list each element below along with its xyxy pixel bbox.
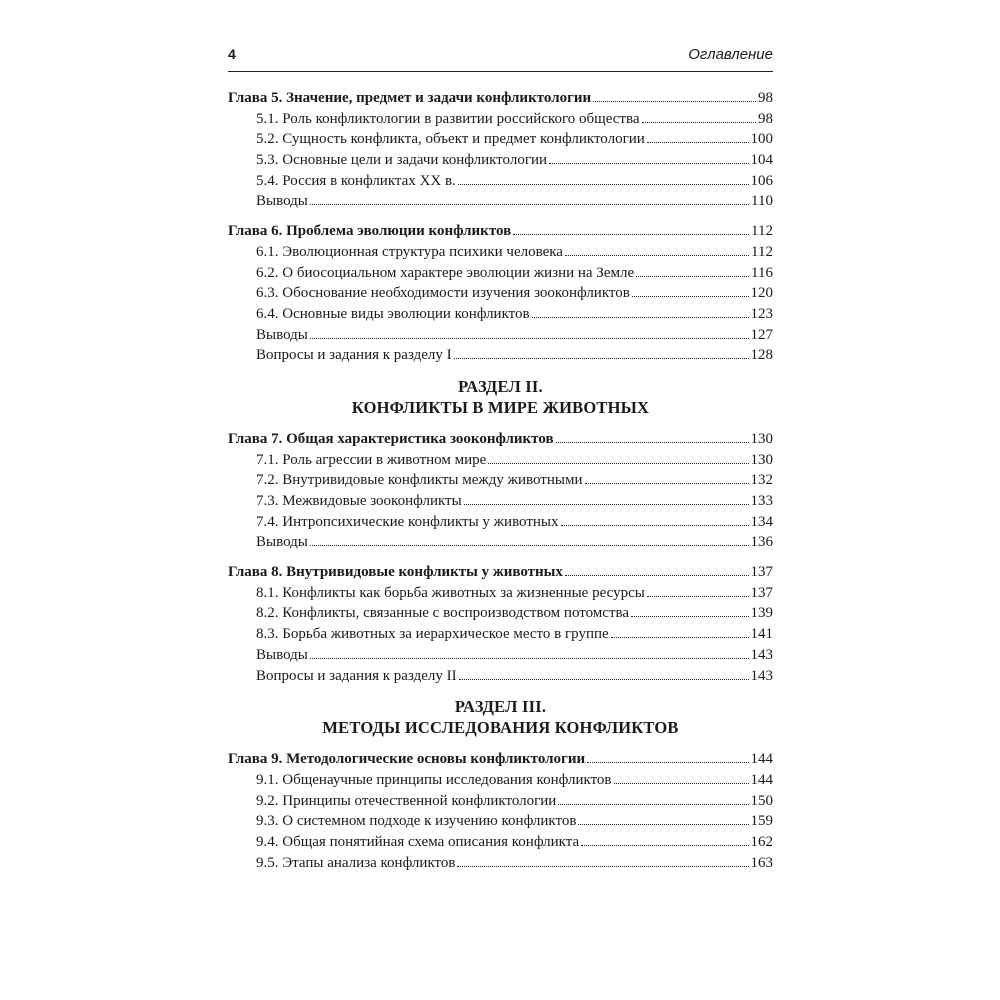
page-ref: 137 [750, 564, 773, 581]
page-ref: 144 [750, 751, 773, 768]
dot-leader [457, 866, 748, 867]
toc-item [228, 325, 773, 346]
toc-item [228, 150, 773, 171]
dot-leader [565, 255, 749, 256]
toc-chapter-8 [228, 562, 773, 583]
page-ref: 141 [750, 626, 773, 643]
page-ref: 127 [750, 326, 773, 343]
item-label: 9.4. Общая понятийная схема описания конфликта [256, 833, 580, 850]
dot-leader [565, 575, 749, 576]
toc-chapter-5 [228, 88, 773, 109]
page-ref: 106 [750, 172, 773, 189]
page-number: 4 [228, 46, 236, 62]
toc-item [228, 512, 773, 533]
dot-leader [631, 616, 748, 617]
page-ref: 112 [751, 223, 773, 240]
dot-leader [647, 596, 749, 597]
chapter-title: Глава 6. Проблема эволюции конфликтов [228, 223, 512, 240]
item-label: Выводы [256, 646, 308, 663]
page-ref: 128 [750, 347, 773, 364]
page-ref: 123 [750, 305, 773, 322]
toc-item [228, 171, 773, 192]
dot-leader [593, 101, 756, 102]
page-ref: 159 [750, 813, 773, 830]
dot-leader [310, 658, 749, 659]
page-ref: 116 [751, 264, 773, 281]
section-title: КОНФЛИКТЫ В МИРЕ ЖИВОТНЫХ [351, 397, 650, 417]
dot-leader [636, 276, 749, 277]
page-ref: 143 [750, 646, 773, 663]
chapter-title: Глава 8. Внутривидовые конфликты у животных [228, 564, 563, 581]
item-label: 7.3. Межвидовые зооконфликты [256, 493, 462, 509]
item-label: Вопросы и задания к разделу II [256, 667, 457, 684]
toc-item [228, 832, 773, 853]
toc-chapter-7 [228, 429, 773, 450]
page-ref: 98 [758, 90, 773, 106]
page-ref: 112 [751, 243, 773, 260]
toc-item [228, 191, 773, 212]
item-label: 7.4. Интропсихические конфликты у животных [256, 513, 559, 530]
toc-item [228, 450, 773, 471]
section-heading-2 [228, 366, 773, 429]
dot-leader [558, 804, 748, 805]
dot-leader [556, 442, 749, 443]
running-head [228, 46, 773, 68]
item-label: 5.4. Россия в конфликтах XX в. [256, 172, 456, 189]
toc-item [228, 532, 773, 553]
dot-leader [642, 122, 756, 123]
page-ref: 130 [750, 430, 773, 447]
dot-leader [532, 317, 749, 318]
page-ref: 144 [750, 771, 773, 788]
page-ref: 134 [750, 513, 773, 530]
item-label: 6.1. Эволюционная структура психики человека [256, 243, 563, 260]
dot-leader [585, 483, 749, 484]
page-ref: 120 [750, 285, 773, 302]
dot-leader [561, 525, 749, 526]
toc-item [228, 263, 773, 284]
item-label: 7.2. Внутривидовые конфликты между животными [256, 472, 583, 489]
item-label: 5.3. Основные цели и задачи конфликтологии [256, 152, 548, 169]
dot-leader [310, 338, 749, 339]
item-label: 9.3. О системном подходе к изучению конфликтов [256, 813, 577, 830]
dot-leader [459, 679, 749, 680]
page-ref: 100 [750, 131, 773, 148]
chapter-title: Глава 7. Общая характеристика зооконфликтов [228, 430, 554, 447]
section-number: РАЗДЕЛ III. [454, 697, 547, 717]
toc-item [228, 109, 773, 130]
page-ref: 104 [750, 152, 773, 169]
toc-item [228, 304, 773, 325]
toc-item [228, 666, 773, 687]
toc-item [228, 645, 773, 666]
toc-item [228, 811, 773, 832]
item-label: Выводы [256, 534, 308, 551]
dot-leader [632, 296, 749, 297]
page-ref: 143 [750, 667, 773, 684]
item-label: 5.2. Сущность конфликта, объект и предмет конфликтологии [256, 131, 645, 148]
toc-item [228, 491, 773, 512]
dot-leader [458, 184, 749, 185]
dot-leader [614, 783, 749, 784]
dot-leader [310, 545, 749, 546]
dot-leader [549, 163, 748, 164]
dot-leader [488, 463, 748, 464]
chapter-title: Глава 5. Значение, предмет и задачи конфликтологии [228, 90, 592, 106]
dot-leader [464, 504, 749, 505]
header-rule [228, 71, 773, 72]
toc-chapter-6 [228, 221, 773, 242]
toc-item [228, 129, 773, 150]
page-ref: 162 [750, 833, 773, 850]
dot-leader [611, 637, 749, 638]
item-label: 6.3. Обоснование необходимости изучения зооконфликтов [256, 285, 630, 302]
chapter-title: Глава 9. Методологические основы конфликтологии [228, 751, 586, 768]
section-title: МЕТОДЫ ИССЛЕДОВАНИЯ КОНФЛИКТОВ [322, 718, 679, 738]
item-label: 9.5. Этапы анализа конфликтов [256, 854, 456, 871]
dot-leader [578, 824, 748, 825]
page-ref: 150 [750, 792, 773, 809]
item-label: 8.2. Конфликты, связанные с воспроизводством потомства [256, 605, 630, 622]
item-label: 5.1. Роль конфликтологии в развитии российского общества [256, 110, 640, 127]
section-heading-3 [228, 686, 773, 749]
page-ref: 139 [750, 605, 773, 622]
spacer [228, 553, 773, 562]
dot-leader [587, 762, 748, 763]
page-ref: 110 [751, 193, 773, 210]
page-ref: 132 [750, 472, 773, 489]
dot-leader [513, 234, 749, 235]
toc-item [228, 470, 773, 491]
running-title: Оглавление [688, 46, 773, 63]
page-ref: 133 [750, 493, 773, 509]
item-label: Вопросы и задания к разделу I [256, 347, 452, 364]
toc-item [228, 791, 773, 812]
item-label: 9.1. Общенаучные принципы исследования конфликтов [256, 771, 612, 788]
toc-chapter-9 [228, 749, 773, 770]
item-label: 8.3. Борьба животных за иерархическое место в группе [256, 626, 609, 643]
dot-leader [581, 845, 748, 846]
page-ref: 137 [750, 584, 773, 601]
dot-leader [647, 142, 749, 143]
toc-item [228, 624, 773, 645]
item-label: 8.1. Конфликты как борьба животных за жизненные ресурсы [256, 584, 645, 601]
table-of-contents [228, 88, 773, 873]
page-ref: 136 [750, 534, 773, 551]
page-ref: 130 [750, 451, 773, 468]
section-number: РАЗДЕЛ II. [458, 376, 543, 396]
toc-item [228, 583, 773, 604]
dot-leader [310, 204, 749, 205]
item-label: 6.4. Основные виды эволюции конфликтов [256, 305, 530, 322]
page-ref: 163 [750, 854, 773, 871]
toc-item [228, 242, 773, 263]
spacer [228, 212, 773, 221]
item-label: Выводы [256, 326, 308, 343]
book-page [228, 0, 773, 1000]
toc-item [228, 770, 773, 791]
item-label: 7.1. Роль агрессии в животном мире [256, 451, 487, 468]
item-label: 6.2. О биосоциальном характере эволюции жизни на Земле [256, 264, 635, 281]
toc-item [228, 853, 773, 874]
toc-item [228, 345, 773, 366]
item-label: 9.2. Принципы отечественной конфликтологии [256, 792, 557, 809]
dot-leader [454, 358, 749, 359]
item-label: Выводы [256, 193, 308, 210]
toc-item [228, 603, 773, 624]
page-ref: 98 [758, 110, 773, 127]
toc-item [228, 283, 773, 304]
